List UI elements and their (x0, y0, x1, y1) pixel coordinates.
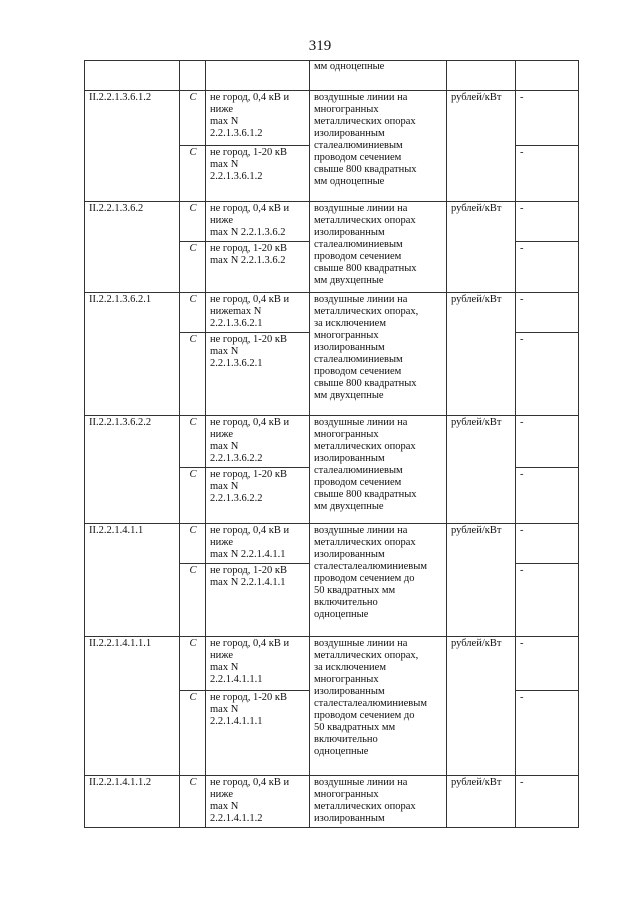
unit-cell: рублей/кВт (447, 293, 516, 416)
condition-cell: не город, 1-20 кВ max N 2.2.1.3.6.2 (206, 242, 310, 293)
category-cell: C (180, 91, 206, 146)
value-cell: - (516, 468, 579, 524)
code-cell: II.2.2.1.3.6.2.2 (85, 416, 180, 524)
category-cell: C (180, 242, 206, 293)
value-cell: - (516, 564, 579, 637)
unit-cell: рублей/кВт (447, 416, 516, 524)
category-cell: C (180, 333, 206, 416)
condition-cell (206, 61, 310, 91)
condition-cell: не город, 1-20 кВ max N 2.2.1.4.1.1.1 (206, 691, 310, 776)
unit-cell: рублей/кВт (447, 776, 516, 828)
category-cell: C (180, 468, 206, 524)
category-cell: C (180, 564, 206, 637)
condition-cell: не город, 0,4 кВ и ниже max N 2.2.1.4.1.1 (206, 524, 310, 564)
condition-cell: не город, 0,4 кВ и нижеmax N 2.2.1.3.6.2.1 (206, 293, 310, 333)
table-row (85, 776, 579, 828)
table-row (85, 293, 579, 333)
condition-cell: не город, 0,4 кВ и ниже max N 2.2.1.3.6.1.2 (206, 91, 310, 146)
condition-cell: не город, 1-20 кВ max N 2.2.1.3.6.2.1 (206, 333, 310, 416)
value-cell: - (516, 637, 579, 691)
description-cell: воздушные линии на металлических опорах изолированным сталеалюминиевым проводом сечением свыше 800 квадратных мм двухцепные (310, 202, 447, 293)
category-cell: C (180, 416, 206, 468)
unit-cell: рублей/кВт (447, 202, 516, 293)
description-cell: мм одноцепные (310, 61, 447, 91)
condition-cell: не город, 0,4 кВ и ниже max N 2.2.1.4.1.1.2 (206, 776, 310, 828)
code-cell (85, 61, 180, 91)
value-cell: - (516, 293, 579, 333)
description-cell: воздушные линии на металлических опорах, за исключением многогранных изолированным сталеалюминиевым проводом сечением свыше 800 квадратных мм двухцепные (310, 293, 447, 416)
value-cell: - (516, 524, 579, 564)
condition-cell: не город, 1-20 кВ max N 2.2.1.3.6.2.2 (206, 468, 310, 524)
description-cell: воздушные линии на многогранных металлических опорах изолированным сталеалюминиевым проводом сечением свыше 800 квадратных мм двухцепные (310, 416, 447, 524)
code-cell: II.2.2.1.4.1.1.1 (85, 637, 180, 776)
unit-cell: рублей/кВт (447, 524, 516, 637)
condition-cell: не город, 1-20 кВ max N 2.2.1.4.1.1 (206, 564, 310, 637)
description-cell: воздушные линии на многогранных металлических опорах изолированным (310, 776, 447, 828)
page-number: 319 (308, 38, 332, 54)
table-row (85, 91, 579, 146)
condition-cell: не город, 0,4 кВ и ниже max N 2.2.1.3.6.2.2 (206, 416, 310, 468)
category-cell: C (180, 524, 206, 564)
table-row (85, 416, 579, 468)
code-cell: II.2.2.1.3.6.2 (85, 202, 180, 293)
description-cell: воздушные линии на металлических опорах изолированным сталесталеалюминиевым проводом сечением до 50 квадратных мм включительно одноцепные (310, 524, 447, 637)
category-cell: C (180, 293, 206, 333)
category-cell: C (180, 202, 206, 242)
code-cell: II.2.2.1.4.1.1.2 (85, 776, 180, 828)
condition-cell: не город, 0,4 кВ и ниже max N 2.2.1.4.1.1.1 (206, 637, 310, 691)
code-cell: II.2.2.1.3.6.1.2 (85, 91, 180, 202)
table-row (85, 637, 579, 691)
category-cell: C (180, 691, 206, 776)
category-cell: C (180, 637, 206, 691)
condition-cell: не город, 0,4 кВ и ниже max N 2.2.1.3.6.2 (206, 202, 310, 242)
table-row-continuation (85, 61, 579, 91)
code-cell: II.2.2.1.3.6.2.1 (85, 293, 180, 416)
value-cell: - (516, 333, 579, 416)
unit-cell: рублей/кВт (447, 637, 516, 776)
description-cell: воздушные линии на многогранных металлических опорах изолированным сталеалюминиевым проводом сечением свыше 800 квадратных мм одноцепные (310, 91, 447, 202)
value-cell: - (516, 146, 579, 202)
description-cell: воздушные линии на металлических опорах, за исключением многогранных изолированным сталесталеалюминиевым проводом сечением до 50 квадратных мм включительно одноцепные (310, 637, 447, 776)
value-cell: - (516, 691, 579, 776)
value-cell: - (516, 416, 579, 468)
table-row (85, 202, 579, 242)
value-cell: - (516, 776, 579, 828)
category-cell (180, 61, 206, 91)
value-cell (516, 61, 579, 91)
value-cell: - (516, 242, 579, 293)
condition-cell: не город, 1-20 кВ max N 2.2.1.3.6.1.2 (206, 146, 310, 202)
category-cell: C (180, 776, 206, 828)
value-cell: - (516, 91, 579, 146)
tariff-table (84, 60, 579, 828)
category-cell: C (180, 146, 206, 202)
unit-cell: рублей/кВт (447, 91, 516, 202)
code-cell: II.2.2.1.4.1.1 (85, 524, 180, 637)
unit-cell (447, 61, 516, 91)
value-cell: - (516, 202, 579, 242)
table-row (85, 524, 579, 564)
